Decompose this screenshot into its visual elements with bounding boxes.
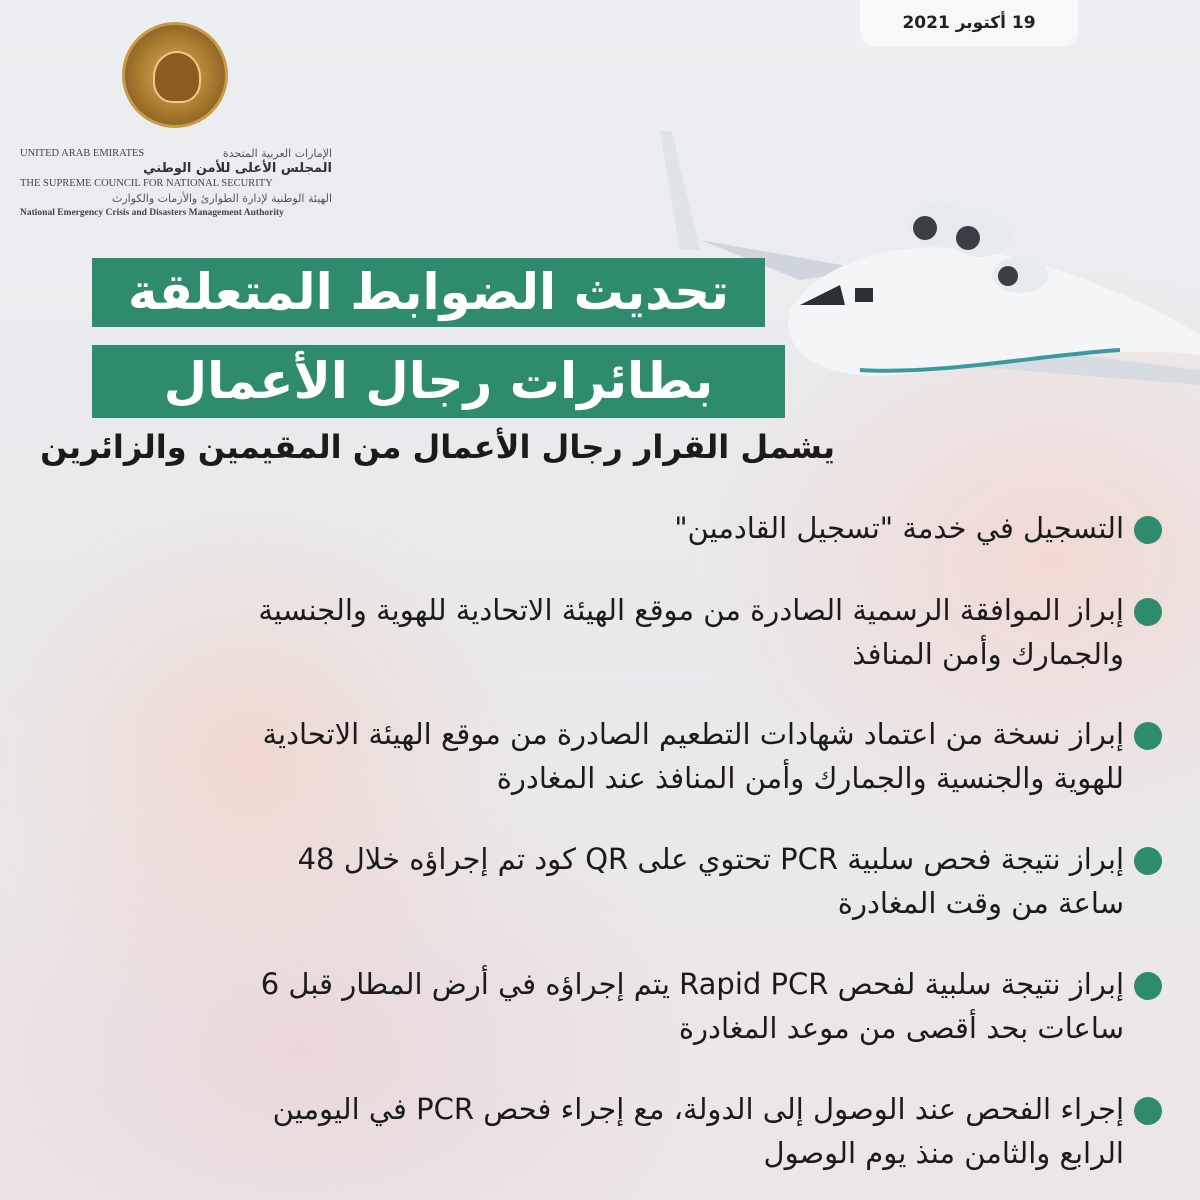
bullet-icon	[1134, 722, 1162, 750]
emblem-logo	[122, 22, 228, 128]
list-item	[273, 1087, 1162, 1175]
item-text: ساعة من وقت المغادرة	[837, 886, 1124, 920]
bullet-icon	[1134, 847, 1162, 875]
item-text: إجراء الفحص عند الوصول إلى الدولة، مع إجراء فحص PCR في اليومين	[272, 1092, 1124, 1126]
title-line-2: بطائرات رجال الأعمال	[92, 345, 785, 418]
list-item	[258, 588, 1162, 676]
org-ar-1: الإمارات العربية المتحدة	[222, 147, 332, 160]
title-line-1: تحديث الضوابط المتعلقة	[92, 258, 765, 327]
list-item	[298, 837, 1162, 925]
list-item	[262, 712, 1162, 800]
bullet-icon	[1134, 598, 1162, 626]
bullet-icon	[1134, 1097, 1162, 1125]
item-text: ساعات بحد أقصى من موعد المغادرة	[678, 1011, 1124, 1045]
item-text: والجمارك وأمن المنافذ	[852, 637, 1124, 671]
org-en-5: National Emergency Crisis and Disasters Management Authority	[20, 208, 284, 218]
org-en-1: UNITED ARAB EMIRATES	[20, 148, 145, 159]
org-en-3: THE SUPREME COUNCIL FOR NATIONAL SECURITY	[20, 178, 273, 189]
item-text: التسجيل في خدمة "تسجيل القادمين"	[674, 511, 1124, 545]
bullet-icon	[1134, 972, 1162, 1000]
item-text: للهوية والجنسية والجمارك وأمن المنافذ عند المغادرة	[496, 761, 1124, 795]
organization-block	[20, 146, 332, 221]
bullet-icon	[1134, 516, 1162, 544]
subtitle: يشمل القرار رجال الأعمال من المقيمين والزائرين	[40, 428, 835, 466]
list-item	[261, 962, 1162, 1050]
org-ar-2: المجلس الأعلى للأمن الوطني	[143, 161, 332, 176]
date-label: 19 أكتوبر 2021	[860, 0, 1078, 46]
item-text: إبراز نتيجة سلبية لفحص Rapid PCR يتم إجراؤه في أرض المطار قبل 6	[260, 967, 1124, 1001]
item-text: إبراز الموافقة الرسمية الصادرة من موقع الهيئة الاتحادية للهوية والجنسية	[258, 593, 1124, 627]
list-item	[674, 506, 1162, 550]
item-text: الرابع والثامن منذ يوم الوصول	[763, 1136, 1124, 1170]
item-text: إبراز نسخة من اعتماد شهادات التطعيم الصادرة من موقع الهيئة الاتحادية	[262, 717, 1124, 751]
item-text: إبراز نتيجة فحص سلبية PCR تحتوي على QR كود تم إجراؤه خلال 48	[297, 842, 1124, 876]
org-ar-4: الهيئة الوطنية لإدارة الطوارئ والأزمات والكوارث	[111, 192, 332, 205]
